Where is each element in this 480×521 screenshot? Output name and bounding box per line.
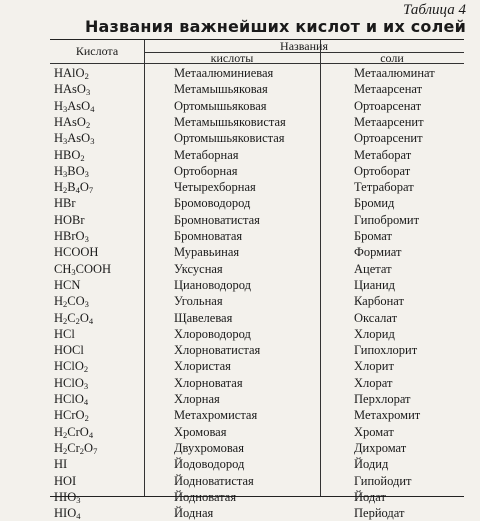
acid-name: Ортомышьяковая — [174, 98, 267, 113]
salt-name: Ортоарсенит — [354, 131, 423, 146]
acid-formula: HAsO$_2$ — [54, 114, 91, 130]
acid-name: Метаборная — [174, 147, 239, 162]
table-row — [50, 261, 464, 277]
table-row — [50, 473, 464, 489]
table-row — [50, 147, 464, 163]
acid-name: Бромноватистая — [174, 212, 260, 227]
salt-name: Ацетат — [354, 261, 392, 276]
acid-formula: HCOOH — [54, 245, 99, 260]
acid-name: Хлорноватистая — [174, 343, 261, 358]
acid-name: Хлористая — [174, 359, 231, 374]
acid-name: Хлорная — [174, 392, 220, 406]
acid-formula: $H_3AsO_3$ — [54, 131, 95, 147]
acid-formula: $H_2CO_3$ — [54, 294, 89, 310]
acid-name: Щавелевая — [174, 310, 233, 325]
acid-name: Четырехборная — [174, 180, 256, 195]
table-row — [50, 358, 464, 374]
table-row — [50, 228, 464, 244]
salt-name: Метаарсенит — [354, 114, 424, 129]
salt-name: Метаборат — [354, 147, 412, 162]
acid-formula: HCN — [54, 277, 81, 292]
page-title: Названия важнейших кислот и их солей — [84, 17, 466, 36]
table-row — [50, 195, 464, 211]
acid-formula: HBr — [54, 196, 76, 211]
acid-name: Ортоборная — [174, 163, 238, 178]
acid-name: Ортомышьяковистая — [174, 131, 285, 146]
table-row — [50, 407, 464, 423]
table-row — [50, 456, 464, 472]
acid-name: Йодоводород — [174, 457, 245, 472]
acid-formula: $CH_3COOH$ — [54, 261, 112, 277]
salt-name: Гипобромит — [354, 212, 420, 227]
header-acid-names: кислоты — [210, 51, 254, 65]
acid-formula: HClO$_2$ — [54, 359, 89, 375]
acid-name: Бромноватая — [174, 229, 243, 243]
acid-formula: HClO$_4$ — [54, 392, 89, 407]
table-row — [50, 391, 464, 407]
acid-formula: $HIO_4$ — [54, 506, 81, 521]
acid-formula: $HBO_2$ — [54, 147, 85, 163]
header-acid: Кислота — [75, 44, 119, 58]
acids-table — [50, 39, 464, 521]
table-row — [50, 424, 464, 440]
table-row — [50, 277, 464, 293]
salt-name: Хлорит — [354, 359, 394, 374]
acid-formula: $H_2Cr_2O_7$ — [54, 440, 98, 456]
acid-name: Хлороводород — [174, 326, 251, 341]
acid-formula: HOCl — [54, 343, 84, 358]
acid-name: Бромоводород — [174, 196, 251, 211]
salt-name: Цианид — [354, 277, 396, 292]
acid-name: Муравьиная — [174, 245, 240, 260]
acid-name: Йодноватистая — [174, 473, 254, 488]
salt-name: Перхлорат — [354, 392, 411, 406]
salt-name: Хлорат — [354, 375, 393, 390]
salt-name: Хлорид — [354, 326, 395, 341]
table-row — [50, 326, 464, 342]
table-row — [50, 342, 464, 358]
acid-name: Уксусная — [174, 261, 223, 276]
acid-name: Двухромовая — [174, 440, 244, 455]
table-row — [50, 98, 464, 114]
salt-name: Ортоборат — [354, 163, 411, 178]
salt-name: Тетраборат — [354, 180, 414, 195]
salt-name: Оксалат — [354, 310, 398, 325]
table-row — [50, 163, 464, 179]
acid-formula: $H_2C_2O_4$ — [54, 310, 94, 326]
table-row — [50, 212, 464, 228]
salt-name: Карбонат — [354, 294, 404, 309]
salt-name: Гипохлорит — [354, 343, 418, 358]
acid-name: Метахромистая — [174, 408, 258, 423]
salt-name: Формиат — [354, 245, 402, 260]
table-row — [50, 505, 464, 521]
table-row — [50, 65, 464, 81]
table-row — [50, 179, 464, 195]
header-salt-names: соли — [380, 51, 404, 65]
acid-formula: $HIO_3$ — [54, 489, 81, 505]
acid-formula: HCl — [54, 326, 75, 341]
acid-formula: $H_3AsO_4$ — [54, 98, 95, 114]
acid-formula: HBrO$_3$ — [54, 229, 89, 244]
salt-name: Метаарсенат — [354, 82, 423, 97]
acid-formula: HI — [54, 457, 68, 472]
table-number: Таблица 4 — [403, 2, 466, 18]
table-row — [50, 81, 464, 97]
acid-name: Циановодород — [174, 277, 252, 292]
salt-name: Бромат — [354, 229, 392, 243]
salt-name: Йодид — [354, 457, 389, 472]
acid-formula: HOI — [54, 473, 77, 488]
table-row — [50, 489, 464, 505]
salt-name: Гипойодит — [354, 473, 412, 488]
table-row — [50, 293, 464, 309]
salt-name: Ортоарсенат — [354, 98, 422, 113]
acid-name: Хлорноватая — [174, 375, 243, 390]
acid-formula: HAlO$_2$ — [54, 66, 89, 81]
salt-name: Бромид — [354, 196, 395, 211]
acid-name: Метаалюминиевая — [174, 66, 274, 80]
table-row — [50, 440, 464, 456]
acid-name: Йодноватая — [174, 489, 237, 504]
acid-formula: $H_3BO_3$ — [54, 163, 89, 179]
acid-name: Угольная — [174, 294, 223, 309]
salt-name: Перйодат — [354, 506, 405, 521]
table-row — [50, 310, 464, 326]
acid-formula: $H_2B_4O_7$ — [54, 180, 94, 196]
table-row — [50, 375, 464, 391]
salt-name: Хромат — [354, 424, 394, 439]
acid-formula: HAsO$_3$ — [54, 82, 91, 98]
acid-formula: HOBr — [54, 212, 85, 227]
acid-formula: $H_2CrO_4$ — [54, 424, 94, 440]
acid-name: Метамышьяковистая — [174, 114, 286, 129]
table-row — [50, 114, 464, 130]
salt-name: Метаалюминат — [354, 66, 435, 80]
salt-name: Йодат — [354, 489, 386, 504]
salt-name: Метахромит — [354, 408, 421, 423]
salt-name: Дихромат — [354, 440, 407, 455]
acid-formula: HClO$_3$ — [54, 375, 89, 391]
acid-formula: HCrO$_2$ — [54, 408, 89, 424]
table-row — [50, 244, 464, 260]
acid-name: Метамышьяковая — [174, 82, 268, 97]
header-names: Названия — [280, 39, 328, 53]
acid-name: Йодная — [174, 506, 214, 521]
table-row — [50, 130, 464, 146]
acid-name: Хромовая — [174, 424, 227, 439]
